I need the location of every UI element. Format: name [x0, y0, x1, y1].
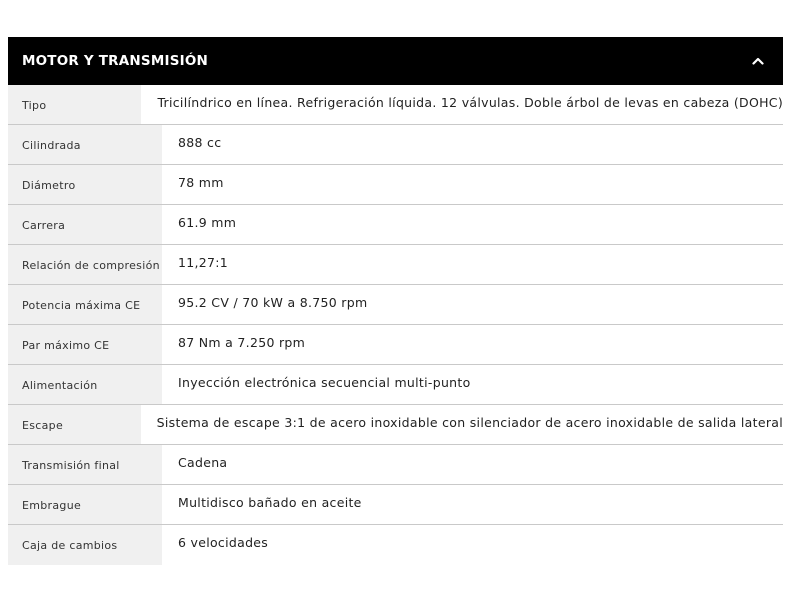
- spec-value: Sistema de escape 3:1 de acero inoxidable con silenciador de acero inoxidable de salida lateral: [141, 405, 783, 444]
- spec-label: Par máximo CE: [8, 325, 162, 364]
- section-header-toggle[interactable]: [8, 37, 783, 85]
- spec-label: Relación de compresión: [8, 245, 162, 284]
- spec-row: [8, 285, 783, 325]
- specs-section: [8, 37, 783, 565]
- chevron-up-icon[interactable]: [751, 54, 765, 68]
- spec-value: 87 Nm a 7.250 rpm: [162, 325, 783, 364]
- spec-label: Cilindrada: [8, 125, 162, 164]
- spec-row: [8, 405, 783, 445]
- spec-row: [8, 365, 783, 405]
- spec-value: 95.2 CV / 70 kW a 8.750 rpm: [162, 285, 783, 324]
- spec-value: Multidisco bañado en aceite: [162, 485, 783, 524]
- spec-value: 78 mm: [162, 165, 783, 204]
- spec-row: [8, 85, 783, 125]
- spec-row: [8, 525, 783, 565]
- spec-label: Diámetro: [8, 165, 162, 204]
- spec-row: [8, 125, 783, 165]
- spec-table: [8, 85, 783, 565]
- spec-row: [8, 205, 783, 245]
- spec-label: Escape: [8, 405, 141, 444]
- spec-label: Caja de cambios: [8, 525, 162, 565]
- spec-row: [8, 165, 783, 205]
- spec-label: Potencia máxima CE: [8, 285, 162, 324]
- spec-row: [8, 245, 783, 285]
- spec-row: [8, 325, 783, 365]
- spec-value: 888 cc: [162, 125, 783, 164]
- spec-label: Carrera: [8, 205, 162, 244]
- spec-value: Cadena: [162, 445, 783, 484]
- spec-value: 61.9 mm: [162, 205, 783, 244]
- spec-row: [8, 485, 783, 525]
- section-title: MOTOR Y TRANSMISIÓN: [22, 53, 209, 69]
- spec-value: 11,27:1: [162, 245, 783, 284]
- spec-label: Tipo: [8, 85, 141, 124]
- spec-value: Tricilíndrico en línea. Refrigeración líquida. 12 válvulas. Doble árbol de levas en cabeza (DOHC): [141, 85, 783, 124]
- spec-value: Inyección electrónica secuencial multi-punto: [162, 365, 783, 404]
- spec-label: Transmisión final: [8, 445, 162, 484]
- spec-label: Embrague: [8, 485, 162, 524]
- spec-label: Alimentación: [8, 365, 162, 404]
- spec-row: [8, 445, 783, 485]
- spec-value: 6 velocidades: [162, 525, 783, 565]
